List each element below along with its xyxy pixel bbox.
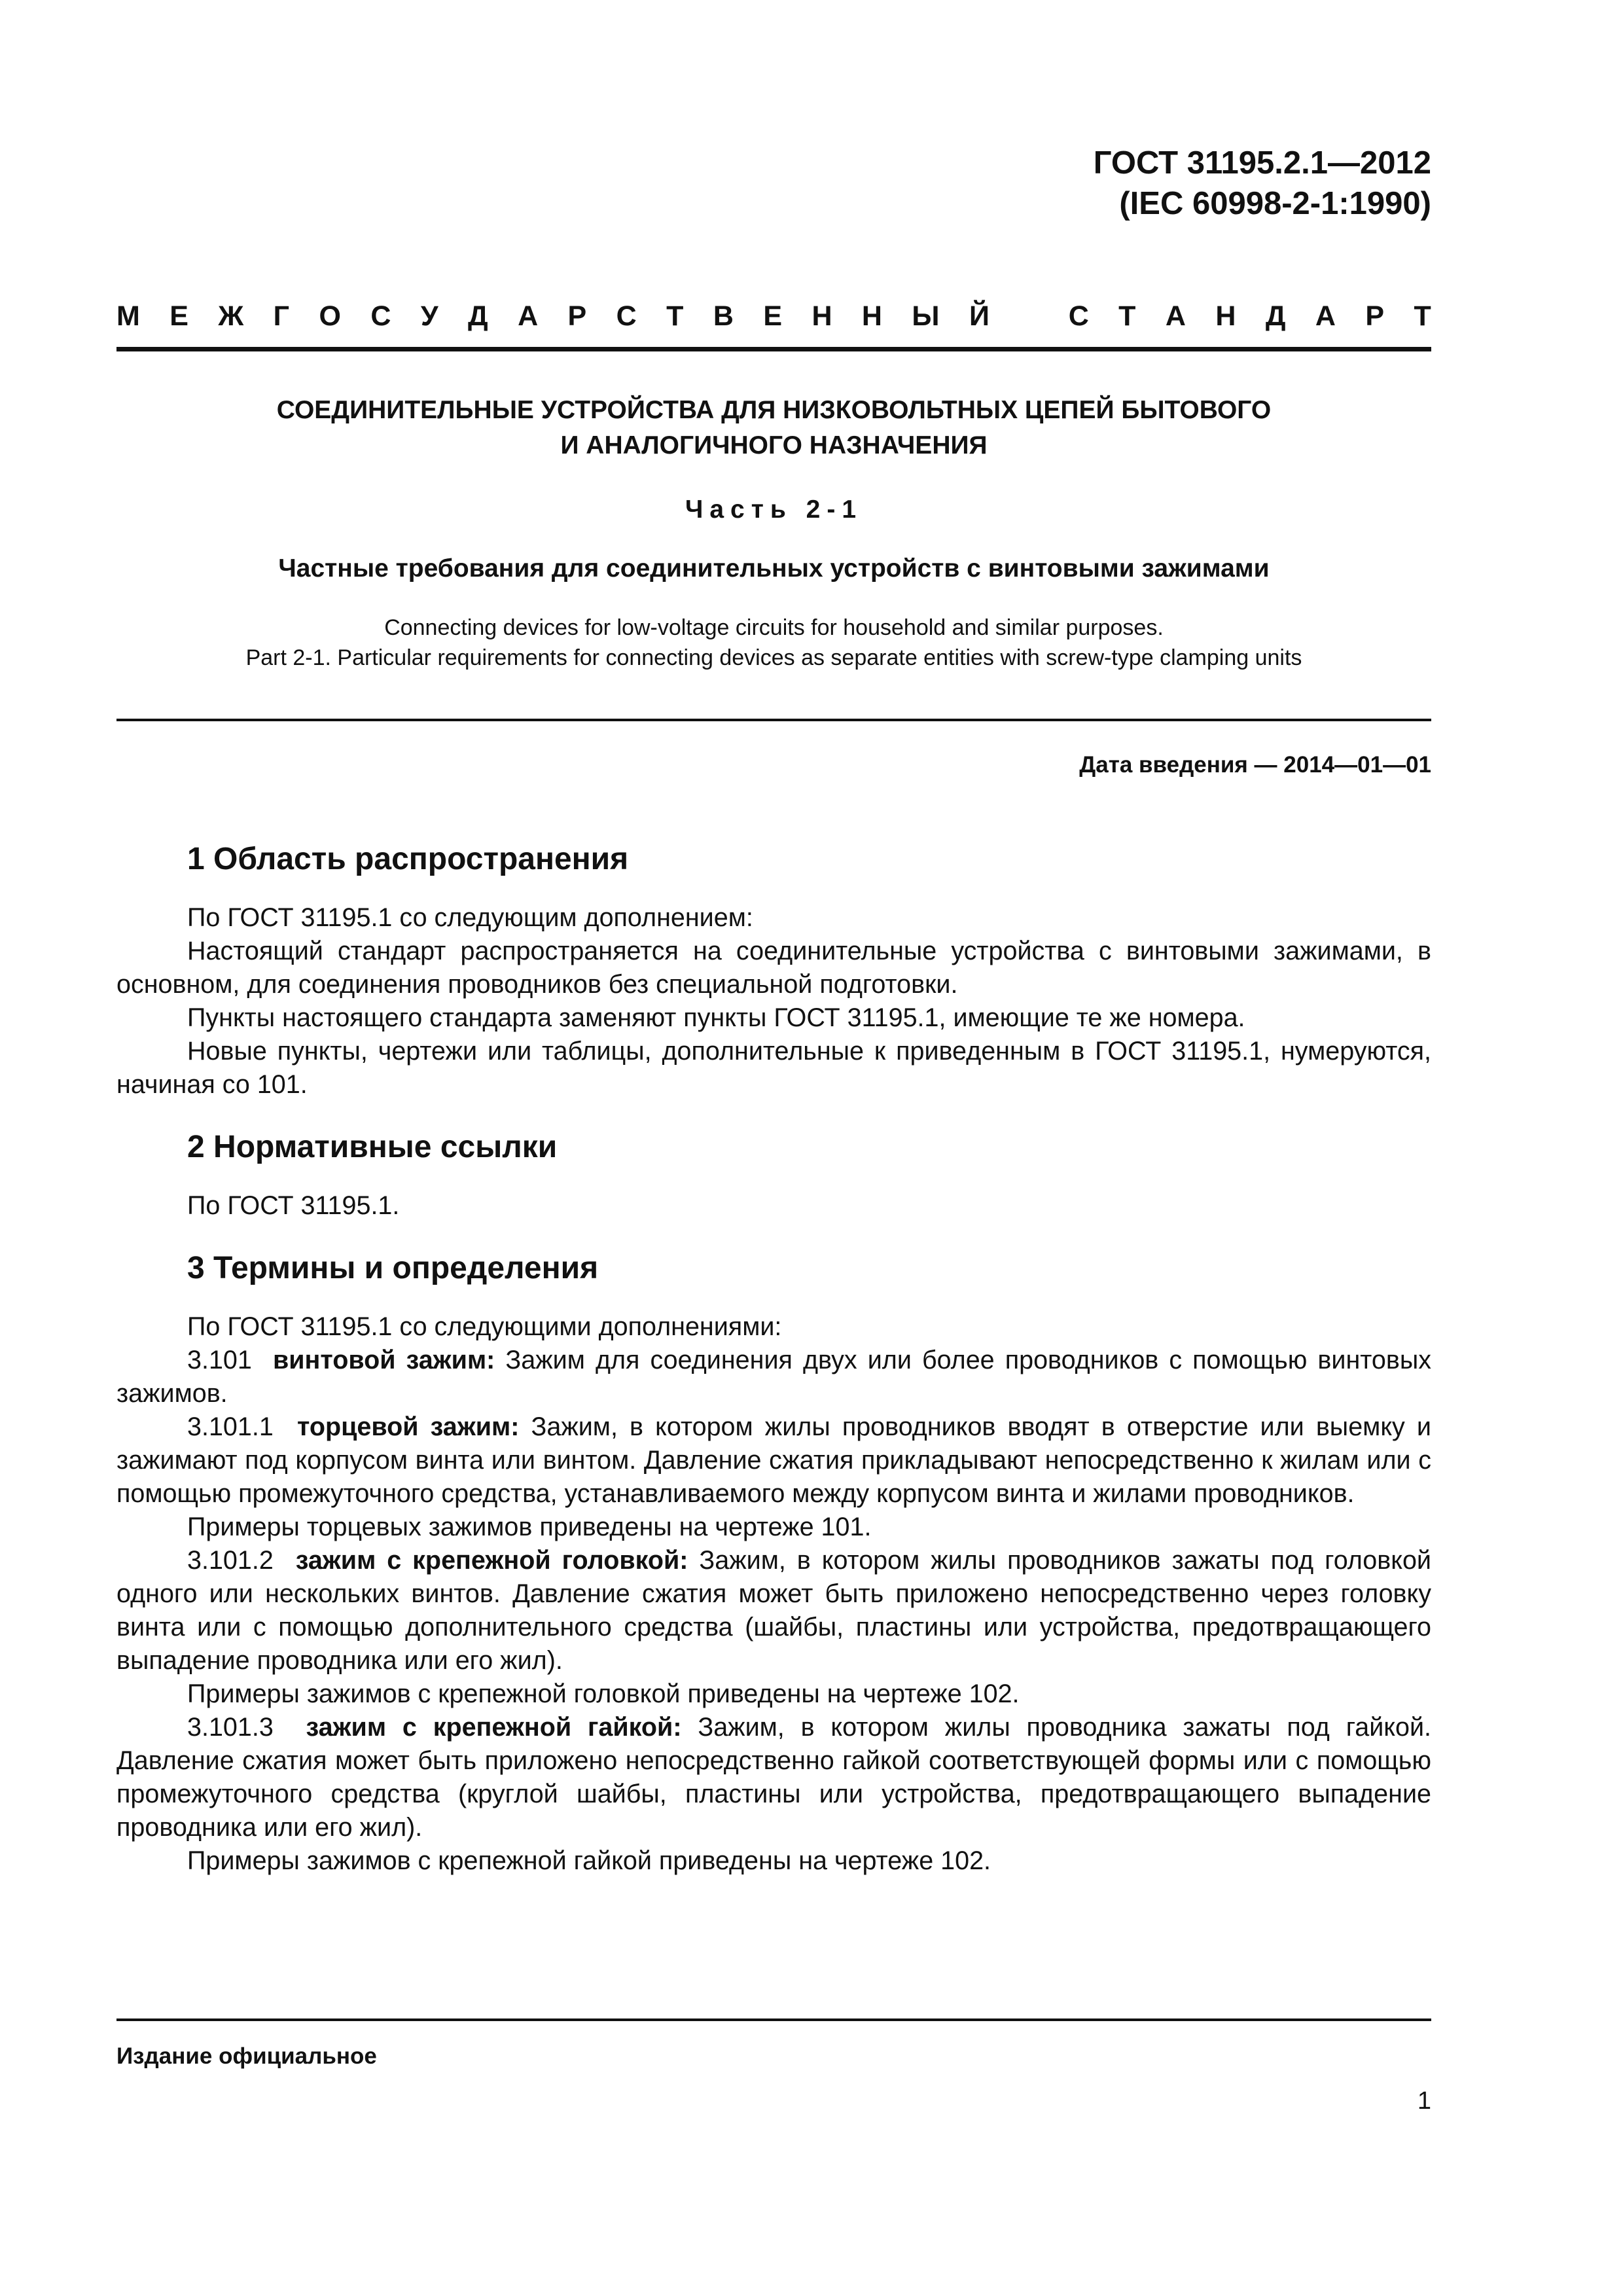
- title-block: [116, 393, 1431, 673]
- standard-kind-letter: А: [1315, 300, 1336, 332]
- clause-number: 3.101.1: [187, 1412, 298, 1441]
- part-label: Часть 2-1: [685, 495, 863, 524]
- official-edition-label: Издание официальное: [116, 2043, 377, 2069]
- introduction-date: Дата введения — 2014—01—01: [1079, 752, 1431, 778]
- document-number-block: [1094, 143, 1431, 224]
- standard-kind-letter: Е: [763, 300, 783, 332]
- page-number: 1: [1417, 2087, 1431, 2115]
- definition-paragraph: [116, 1410, 1431, 1511]
- paragraph-text: Пункты настоящего стандарта заменяют пункты ГОСТ 31195.1, имеющие те же номера.: [187, 1003, 1245, 1032]
- standard-kind-letter: С: [616, 300, 637, 332]
- standard-kind-letter: М: [116, 300, 140, 332]
- standard-kind-letter: Т: [1414, 300, 1431, 332]
- standard-kind-letter: С: [370, 300, 391, 332]
- paragraph-text: Зажим, в котором жилы проводников вводят в отверстие или выемку и зажимают под корпусом винта или винтом. Давление сжатия прикладывают непосредственно к жилам или с помощью промежуточного средства, устанавливаемого между корпусом винта и жилами проводников.: [116, 1412, 1431, 1508]
- standard-kind-letter: Е: [169, 300, 188, 332]
- standard-kind-letter: Т: [666, 300, 684, 332]
- standard-kind-letter: Д: [468, 300, 488, 332]
- standard-kind-letter: В: [713, 300, 734, 332]
- paragraph: [116, 1844, 1431, 1878]
- standard-kind-letter: Т: [1118, 300, 1136, 332]
- paragraph-text: Настоящий стандарт распространяется на соединительные устройства с винтовыми зажимами, в основном, для соединения проводников без специальной подготовки.: [116, 937, 1431, 999]
- standard-kind-letter: Й: [969, 300, 990, 332]
- paragraph: [116, 1310, 1431, 1344]
- standard-kind-letter: А: [518, 300, 539, 332]
- paragraph: [116, 901, 1431, 935]
- section-heading: 3 Термины и определения: [187, 1251, 599, 1285]
- standard-kind-letter: Ж: [218, 300, 244, 332]
- paragraph-text: По ГОСТ 31195.1.: [187, 1191, 400, 1220]
- standard-kind-letter: Н: [861, 300, 882, 332]
- paragraph-text: По ГОСТ 31195.1 со следующими дополнениями:: [187, 1312, 782, 1341]
- defined-term: зажим с крепежной головкой:: [295, 1546, 688, 1575]
- paragraph-text: Примеры зажимов с крепежной гайкой приведены на чертеже 102.: [187, 1846, 991, 1875]
- title-divider: [116, 719, 1431, 721]
- standard-kind-heading: [116, 298, 1431, 334]
- standard-kind-letter: У: [420, 300, 438, 332]
- paragraph: [116, 1677, 1431, 1711]
- title-line-2: И АНАЛОГИЧНОГО НАЗНАЧЕНИЯ: [560, 431, 988, 459]
- defined-term: торцевой зажим:: [297, 1412, 520, 1441]
- title-line-1: СОЕДИНИТЕЛЬНЫЕ УСТРОЙСТВА ДЛЯ НИЗКОВОЛЬТНЫХ ЦЕПЕЙ БЫТОВОГО: [276, 396, 1272, 424]
- standard-kind-letter: Р: [567, 300, 587, 332]
- paragraph-text: Примеры зажимов с крепежной головкой приведены на чертеже 102.: [187, 1679, 1020, 1708]
- paragraph: [116, 935, 1431, 1001]
- definition-paragraph: [116, 1711, 1431, 1844]
- definition-paragraph: [116, 1344, 1431, 1410]
- document-body: [116, 840, 1431, 1878]
- paragraph: [116, 1035, 1431, 1102]
- gost-number: ГОСТ 31195.2.1—2012: [1093, 145, 1431, 181]
- paragraph: [116, 1511, 1431, 1544]
- clause-number: 3.101.3: [187, 1713, 306, 1742]
- english-title: [116, 613, 1431, 673]
- paragraph-text: По ГОСТ 31195.1 со следующим дополнением:: [187, 903, 753, 932]
- standard-kind-letter: Н: [1215, 300, 1236, 332]
- standard-kind-letter: Р: [1365, 300, 1385, 332]
- standard-kind-letter: Г: [273, 300, 290, 332]
- english-title-line-1: Connecting devices for low-voltage circuits for household and similar purposes.: [384, 615, 1164, 640]
- section-heading: 2 Нормативные ссылки: [187, 1130, 558, 1164]
- header-divider: [116, 347, 1431, 351]
- english-title-line-2: Part 2-1. Particular requirements for connecting devices as separate entities with screw-type clamping units: [245, 645, 1302, 670]
- paragraph-text: Зажим для соединения двух или более проводников с помощью винтовых зажимов.: [116, 1346, 1432, 1408]
- paragraph-text: Примеры торцевых зажимов приведены на чертеже 101.: [187, 1513, 872, 1541]
- document-title: [116, 393, 1431, 463]
- standard-kind-letter: О: [319, 300, 341, 332]
- document-subtitle: Частные требования для соединительных устройств с винтовыми зажимами: [278, 554, 1270, 583]
- standard-kind-letter: Ы: [912, 300, 940, 332]
- definition-paragraph: [116, 1544, 1431, 1677]
- footer-divider: [116, 2018, 1431, 2021]
- defined-term: зажим с крепежной гайкой:: [306, 1713, 682, 1742]
- standard-kind-letter: А: [1165, 300, 1186, 332]
- standard-kind-letter: С: [1068, 300, 1089, 332]
- paragraph-text: Зажим, в котором жилы проводников зажаты под головкой одного или нескольких винтов. Давление сжатия может быть приложено непосредственно через головку винта или с помощью дополнительного средства (шайбы, пластины или устройства, предотвращающего выпадение проводника или его жил).: [116, 1546, 1431, 1675]
- section-heading: 1 Область распространения: [187, 842, 629, 876]
- paragraph-text: Новые пункты, чертежи или таблицы, дополнительные к приведенным в ГОСТ 31195.1, нумеруются, начиная со 101.: [116, 1037, 1431, 1099]
- standard-kind-letter: Д: [1265, 300, 1286, 332]
- paragraph: [116, 1001, 1431, 1035]
- clause-number: 3.101.2: [187, 1546, 296, 1575]
- standard-kind-letter: Н: [812, 300, 832, 332]
- defined-term: винтовой зажим:: [272, 1346, 495, 1374]
- paragraph-text: Зажим, в котором жилы проводника зажаты под гайкой. Давление сжатия может быть приложено непосредственно гайкой соответствующей формы или с помощью промежуточного средства (круглой шайбы, пластины или устройства, предотвращающего выпадение проводника или его жил).: [116, 1713, 1431, 1842]
- clause-number: 3.101: [187, 1346, 273, 1374]
- paragraph: [116, 1189, 1431, 1223]
- iec-number: (IEC 60998-2-1:1990): [1119, 186, 1431, 221]
